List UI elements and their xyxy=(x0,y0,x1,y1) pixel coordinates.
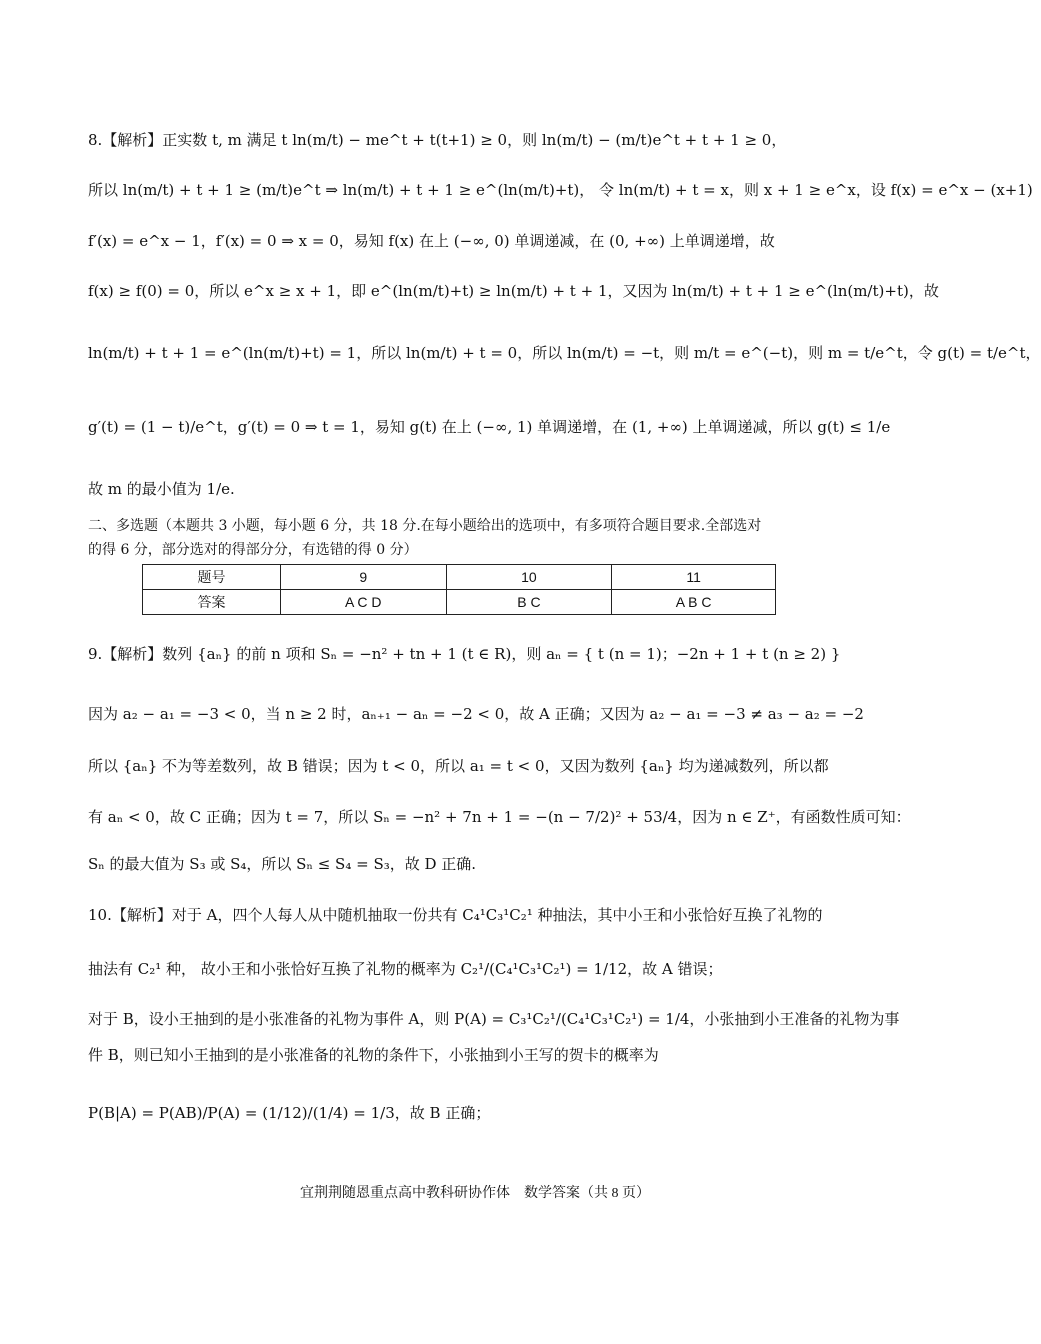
q9-line-3: 所以 {aₙ} 不为等差数列，故 B 错误；因为 t < 0，所以 a₁ = t < 0，又因为数列 {aₙ} 均为递减数列，所以都 xyxy=(88,757,829,775)
table-row xyxy=(143,565,776,590)
q8-line-3: f′(x) = e^x − 1，f′(x) = 0 ⇒ x = 0，易知 f(x) 在上 (−∞, 0) 单调递减，在 (0, +∞) 上单调递增，故 xyxy=(88,232,775,250)
q8-line-1: 8.【解析】正实数 t, m 满足 t ln(m/t) − me^t + t(t+1) ≥ 0，则 ln(m/t) − (m/t)e^t + t + 1 ≥ 0， xyxy=(88,131,787,149)
table-number-11: 11 xyxy=(612,565,776,590)
q8-line-2: 所以 ln(m/t) + t + 1 ≥ (m/t)e^t ⇒ ln(m/t) + t + 1 ≥ e^(ln(m/t)+t)， 令 ln(m/t) + t = x，则 x + 1 ≥ e^x，设 f(x) = e^x − (x+1) xyxy=(88,181,1033,199)
table-row xyxy=(143,590,776,615)
q8-line-4: f(x) ≥ f(0) = 0，所以 e^x ≥ x + 1，即 e^(ln(m/t)+t) ≥ ln(m/t) + t + 1，又因为 ln(m/t) + t + 1 ≥ e^(ln(m/t)+t)，故 xyxy=(88,282,939,300)
section2-heading-1: 二、多选题（本题共 3 小题，每小题 6 分，共 18 分.在每小题给出的选项中，有多项符合题目要求.全部选对 xyxy=(88,518,762,534)
q10-line-2: 抽法有 C₂¹ 种， 故小王和小张恰好互换了礼物的概率为 C₂¹/(C₄¹C₃¹C₂¹) = 1/12，故 A 错误； xyxy=(88,960,723,978)
q9-line-2: 因为 a₂ − a₁ = −3 < 0，当 n ≥ 2 时，aₙ₊₁ − aₙ = −2 < 0，故 A 正确；又因为 a₂ − a₁ = −3 ≠ a₃ − a₂ = −2 xyxy=(88,705,864,723)
q8-line-7: 故 m 的最小值为 1/e. xyxy=(88,480,235,498)
table-number-9: 9 xyxy=(280,565,446,590)
q9-line-5: Sₙ 的最大值为 S₃ 或 S₄，所以 Sₙ ≤ S₄ = S₃，故 D 正确. xyxy=(88,855,477,873)
table-answer-label: 答案 xyxy=(143,590,281,615)
q9-line-1: 9.【解析】数列 {aₙ} 的前 n 项和 Sₙ = −n² + tn + 1 (t ∈ R)，则 aₙ = { t (n = 1)；−2n + 1 + t (n ≥ 2) } xyxy=(88,645,841,663)
table-number-10: 10 xyxy=(446,565,612,590)
q8-line-6: g′(t) = (1 − t)/e^t，g′(t) = 0 ⇒ t = 1，易知 g(t) 在上 (−∞, 1) 单调递增，在 (1, +∞) 上单调递减，所以 g(t) ≤ 1/e xyxy=(88,418,891,436)
page-footer: 宜荆荆随恩重点高中教科研协作体 数学答案（共 8 页） xyxy=(300,1186,650,1201)
q8-line-5: ln(m/t) + t + 1 = e^(ln(m/t)+t) = 1，所以 ln(m/t) + t = 0，所以 ln(m/t) = −t，则 m/t = e^(−t)，则 m = t/e^t，令 g(t) = t/e^t， xyxy=(88,344,1041,362)
q10-line-1: 10.【解析】对于 A，四个人每人从中随机抽取一份共有 C₄¹C₃¹C₂¹ 种抽法，其中小王和小张恰好互换了礼物的 xyxy=(88,906,823,924)
table-header-label: 题号 xyxy=(143,565,281,590)
q10-line-3: 对于 B，设小王抽到的是小张准备的礼物为事件 A，则 P(A) = C₃¹C₂¹/(C₄¹C₃¹C₂¹) = 1/4，小张抽到小王准备的礼物为事 xyxy=(88,1010,900,1028)
table-answer-11: A B C xyxy=(612,590,776,615)
q9-line-4: 有 aₙ < 0，故 C 正确；因为 t = 7，所以 Sₙ = −n² + 7n + 1 = −(n − 7/2)² + 53/4，因为 n ∈ Z⁺，有函数性质可知： xyxy=(88,808,911,826)
table-answer-9: A C D xyxy=(280,590,446,615)
answer-table xyxy=(142,564,776,615)
section2-heading-2: 的得 6 分，部分选对的得部分分，有选错的得 0 分） xyxy=(88,542,418,558)
table-answer-10: B C xyxy=(446,590,612,615)
q10-line-5: P(B|A) = P(AB)/P(A) = (1/12)/(1/4) = 1/3，故 B 正确； xyxy=(88,1104,491,1122)
q10-line-4: 件 B，则已知小王抽到的是小张准备的礼物的条件下，小张抽到小王写的贺卡的概率为 xyxy=(88,1046,659,1064)
